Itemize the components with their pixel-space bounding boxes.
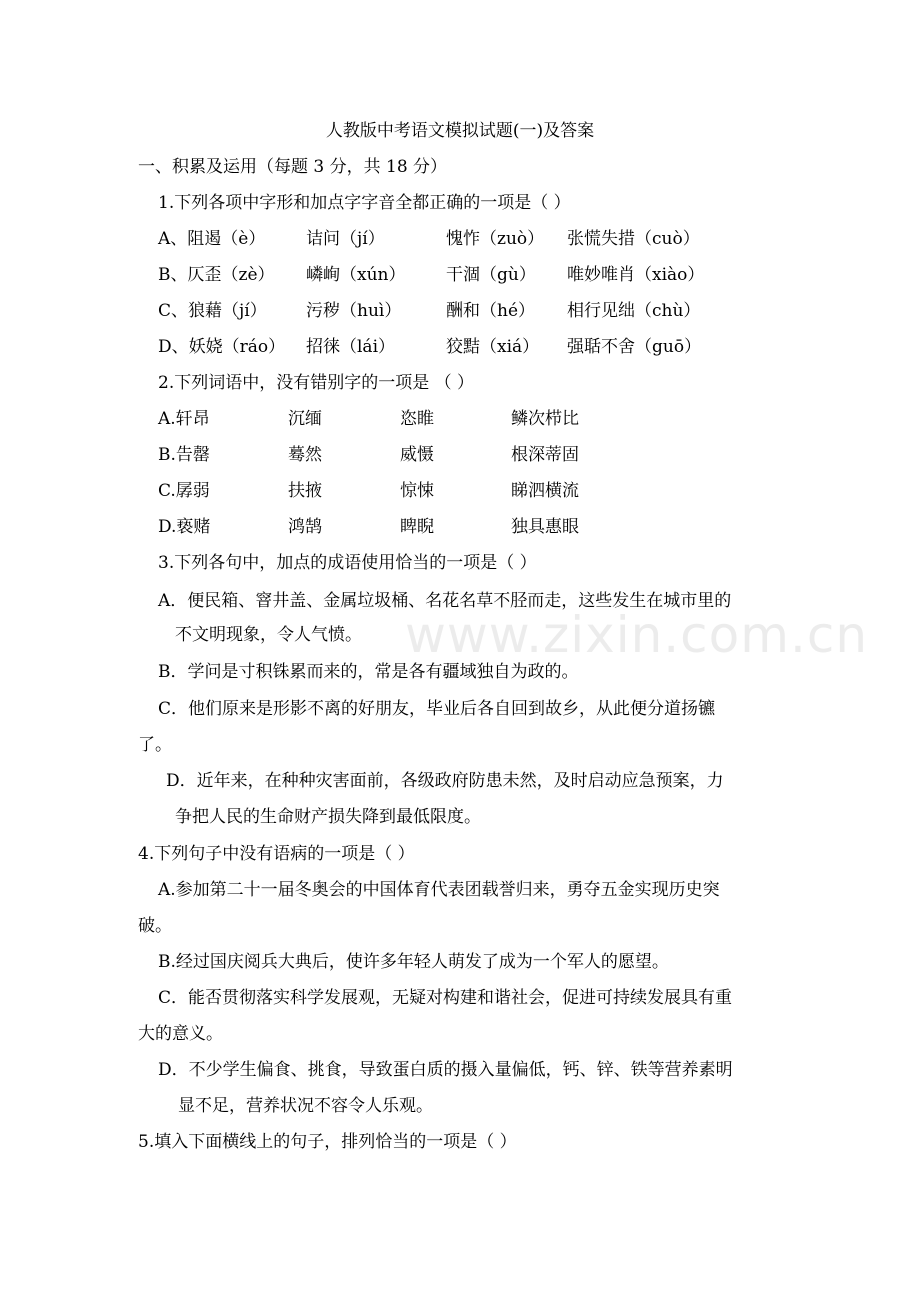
option-cell: 蓦然 — [288, 445, 322, 465]
q3-option-a-cont: 不文明现象，令人气愤。 — [175, 625, 362, 645]
option-cell: 狡黠（xiá） — [446, 337, 540, 357]
option-cell: 招徕（lái） — [306, 337, 396, 357]
option-cell: 鳞次栉比 — [511, 409, 579, 429]
question-2-stem: 2.下列词语中，没有错别字的一项是 （ ） — [158, 373, 475, 393]
option-cell: 威慑 — [400, 445, 434, 465]
q4-option-a: A.参加第二十一届冬奥会的中国体育代表团载誉归来，勇夺五金实现历史突 — [158, 880, 720, 900]
q3-option-b: B．学问是寸积铢累而来的，常是各有疆域独自为政的。 — [158, 662, 579, 682]
option-cell: 扶掖 — [288, 481, 322, 501]
option-cell: C、狼藉（jí） — [158, 301, 267, 321]
q4-option-d-cont: 显不足，营养状况不容令人乐观。 — [178, 1096, 433, 1116]
question-5-stem: 5.填入下面横线上的句子，排列恰当的一项是（ ） — [138, 1132, 517, 1152]
option-cell: A、阻遏（è） — [158, 229, 266, 249]
q4-option-a-cont: 破。 — [138, 916, 172, 936]
option-cell: 污秽（huì） — [306, 301, 402, 321]
q4-option-c: C．能否贯彻落实科学发展观，无疑对构建和谐社会，促进可持续发展具有重 — [158, 988, 733, 1008]
q3-option-c-cont: 了。 — [138, 735, 172, 755]
option-cell: 根深蒂固 — [511, 445, 579, 465]
q4-option-d: D．不少学生偏食、挑食，导致蛋白质的摄入量偏低，钙、锌、铁等营养素明 — [158, 1060, 733, 1080]
question-3-stem: 3.下列各句中，加点的成语使用恰当的一项是（ ） — [158, 553, 537, 573]
section-heading: 一、积累及运用（每题 3 分，共 18 分） — [138, 157, 448, 177]
option-cell: 张慌失措（cuò） — [567, 229, 700, 249]
option-cell: A.轩昂 — [158, 409, 210, 429]
option-cell: 睥睨 — [400, 517, 434, 537]
q4-option-b: B.经过国庆阅兵大典后，使许多年轻人萌发了成为一个军人的愿望。 — [158, 952, 669, 972]
q4-option-c-cont: 大的意义。 — [138, 1024, 223, 1044]
option-cell: 唯妙唯肖（xiào） — [567, 265, 705, 285]
option-cell: 恣睢 — [400, 409, 434, 429]
q3-option-a: A．便民箱、窨井盖、金属垃圾桶、名花名草不胫而走，这些发生在城市里的 — [158, 591, 732, 611]
option-cell: 惊悚 — [400, 481, 434, 501]
option-cell: 强聒不舍（guō） — [567, 337, 702, 357]
option-cell: C.孱弱 — [158, 481, 210, 501]
option-cell: 沉缅 — [288, 409, 322, 429]
option-cell: 嶙峋（xún） — [306, 265, 406, 285]
option-cell: 诘问（jí） — [306, 229, 385, 249]
option-cell: D、妖娆（ráo） — [158, 337, 286, 357]
question-4-stem: 4.下列句子中没有语病的一项是（ ） — [138, 844, 415, 864]
option-cell: 睇泗横流 — [511, 481, 579, 501]
watermark: www.zixin.com.cn — [405, 606, 869, 664]
option-cell: 鸿鹄 — [288, 517, 322, 537]
option-cell: 独具惠眼 — [511, 517, 579, 537]
option-cell: 干涸（gù） — [446, 265, 536, 285]
option-cell: 愧怍（zuò） — [446, 229, 545, 249]
q3-option-d-cont: 争把人民的生命财产损失降到最低限度。 — [175, 807, 481, 827]
option-cell: B.告罄 — [158, 445, 210, 465]
option-cell: B、仄歪（zè） — [158, 265, 275, 285]
question-1-stem: 1.下列各项中字形和加点字字音全都正确的一项是（ ） — [158, 193, 571, 213]
option-cell: 酬和（hé） — [446, 301, 536, 321]
option-cell: 相行见绌（chù） — [567, 301, 701, 321]
q3-option-d: D．近年来，在种种灾害面前，各级政府防患未然，及时启动应急预案，力 — [166, 771, 724, 791]
q3-option-c: C．他们原来是形影不离的好朋友，毕业后各自回到故乡，从此便分道扬镳 — [158, 699, 716, 719]
option-cell: D.亵赌 — [158, 517, 211, 537]
page-title: 人教版中考语文模拟试题(一)及答案 — [325, 121, 595, 141]
